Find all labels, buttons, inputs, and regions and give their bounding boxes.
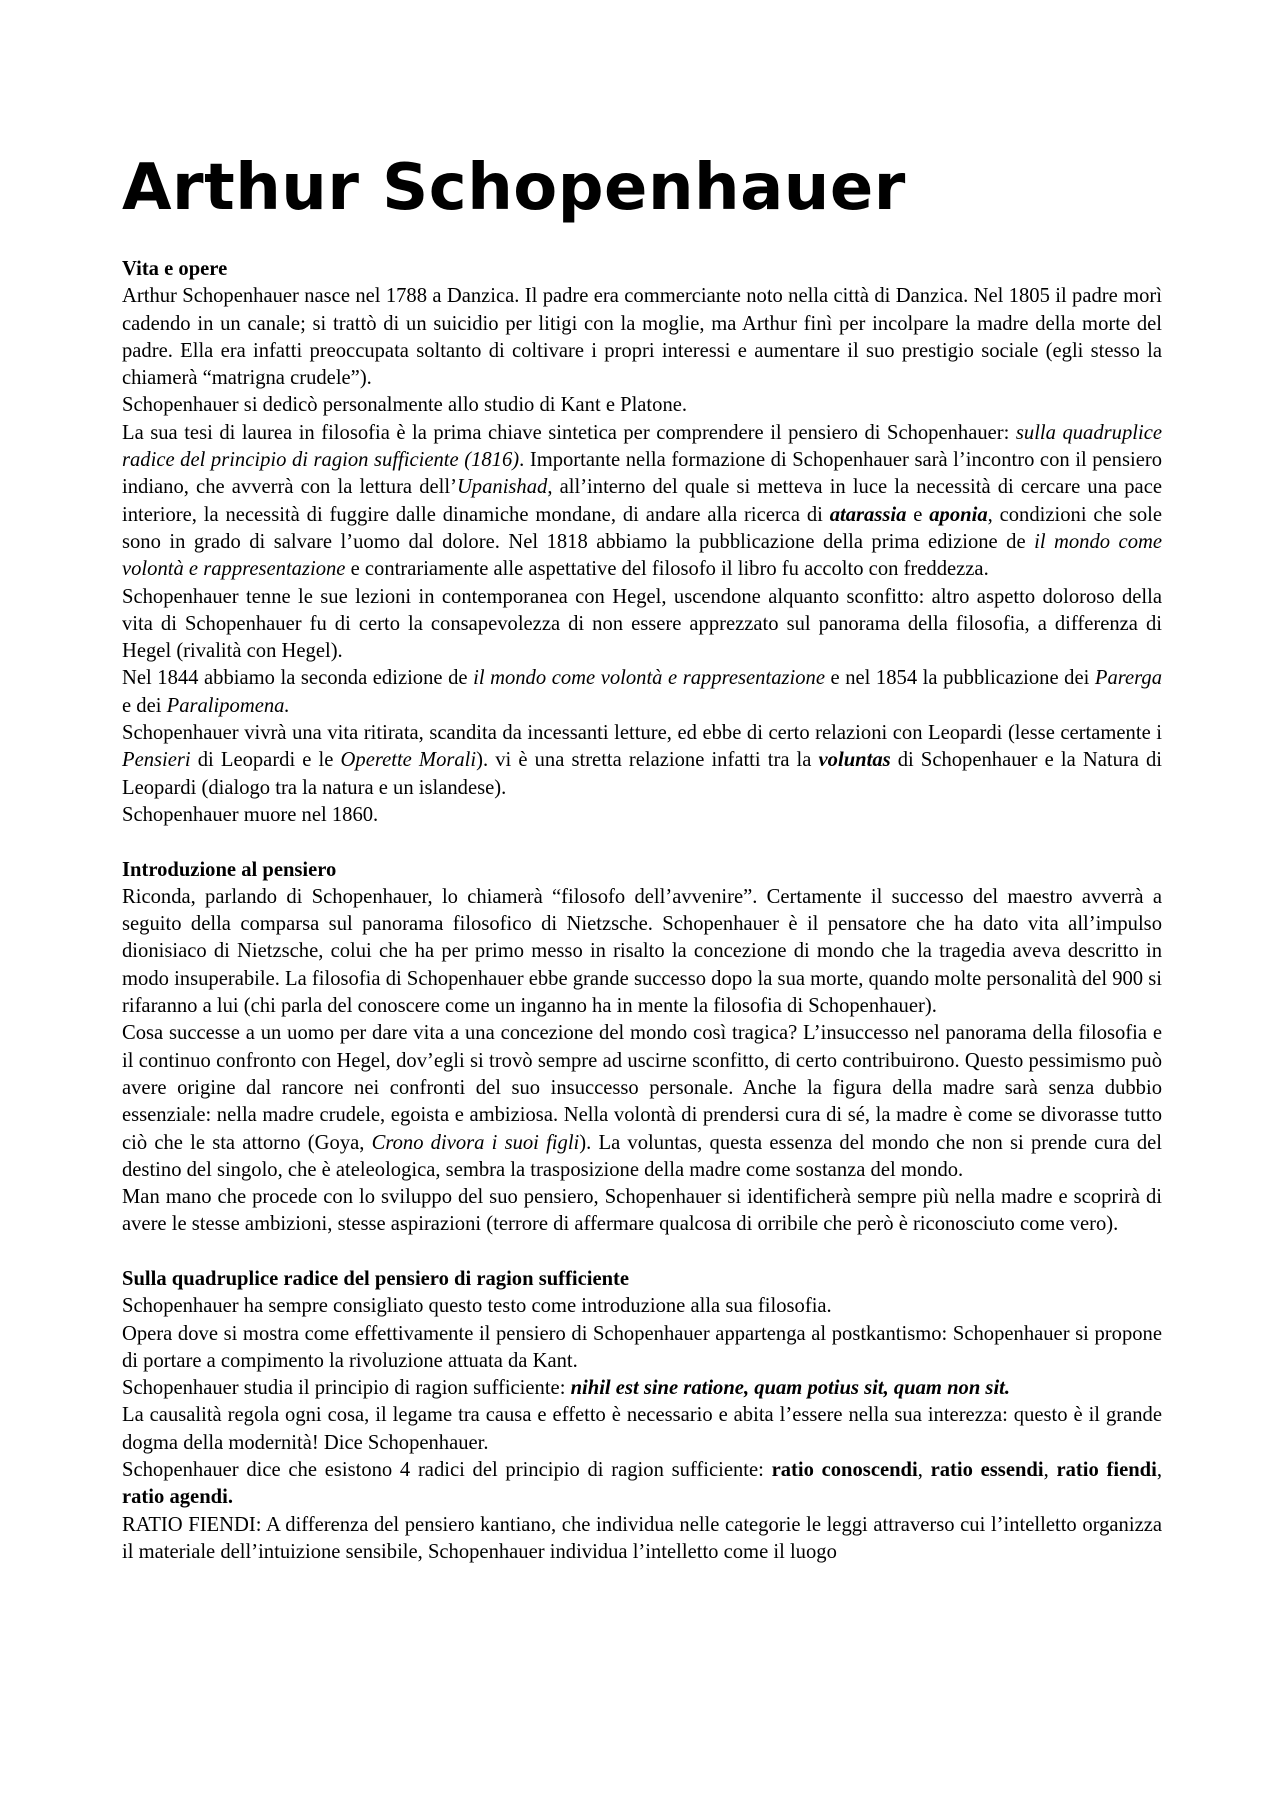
document-page [122, 150, 1162, 1594]
text-run: voluntas [818, 749, 891, 772]
text-run: Schopenhauer ha sempre consigliato questo testo come introduzione alla sua filosofia. [122, 1295, 832, 1318]
text-run: nihil est sine ratione, quam potius sit, quam non sit. [570, 1377, 1011, 1400]
paragraph [122, 1184, 1162, 1239]
paragraph [122, 1457, 1162, 1512]
text-run: Parerga [1094, 667, 1162, 690]
paragraph [122, 584, 1162, 666]
text-run: La sua tesi di laurea in filosofia è la prima chiave sintetica per comprendere il pensiero di Schopenhauer: [122, 421, 1016, 444]
text-run: Cosa successe a un uomo per dare vita a una concezione del mondo così tragica? L’insuccesso nel panorama della filosofia e il continuo confronto con Hegel, dov’egli si trovò sempre ad uscirne sconfitto, di certo contribuirono. Questo pessimismo può avere origine dal rancore nei confronti del suo insuccesso personale. Anche la figura della madre sarà senza dubbio essenziale: nella madre crudele, egoista e ambiziosa. Nella volontà di prendersi cura di sé, la madre è come se divorasse tutto ciò che le sta attorno (Goya, [122, 1022, 1162, 1154]
paragraph [122, 1293, 1162, 1320]
document-title: Arthur Schopenhauer [122, 151, 906, 225]
text-run: Schopenhauer dice che esistono 4 radici del principio di ragion sufficiente: [122, 1459, 772, 1482]
text-run: Schopenhauer studia il principio di ragion sufficiente: [122, 1377, 571, 1400]
text-run: , condizioni che sole sono in grado di salvare l’uomo dal dolore. Nel 1818 abbiamo la pubblicazione della prima edizione de [122, 503, 1163, 553]
paragraph [122, 884, 1162, 1020]
paragraph [122, 1512, 1162, 1567]
text-run: , all’interno del quale si metteva in luce la necessità di cercare una pace interiore, la necessità di fuggire dalle dinamiche mondane, di andare alla ricerca di [122, 476, 1162, 526]
text-run: ratio agendi [122, 1486, 228, 1509]
text-run: , [1156, 1459, 1163, 1482]
paragraph [122, 1020, 1162, 1184]
text-run: . [227, 1486, 233, 1509]
text-run: ). La voluntas, questa essenza del mondo che non si prende cura del destino del singolo, che è ateleologica, sembra la trasposizione della madre come sostanza del mondo. [122, 1131, 1162, 1181]
text-run: , [917, 1459, 931, 1482]
text-run: Riconda, parlando di Schopenhauer, lo chiamerà “filosofo dell’avvenire”. Certamente il successo del maestro avverrà a seguito della comparsa sul panorama filosofico di Nietzsche. Schopenhauer è il pensatore che ha dato vita all’impulso dionisiaco di Nietzsche, colui che ha per primo messo in risalto la concezione di mondo che la tragedia aveva descritto in modo insuperabile. La filosofia di Schopenhauer ebbe grande successo dopo la sua morte, quando molte personalità del 900 si rifaranno a lui (chi parla del conoscere come un inganno ha in mente la filosofia di Schopenhauer). [122, 885, 1162, 1018]
section-heading: Introduzione al pensiero [122, 858, 337, 881]
text-run: Schopenhauer si dedicò personalmente allo studio di Kant e Platone. [122, 394, 688, 417]
text-run: e nel 1854 la pubblicazione dei [824, 667, 1095, 690]
text-run: Schopenhauer muore nel 1860. [122, 803, 379, 826]
paragraph [122, 1402, 1162, 1457]
section [122, 1266, 1162, 1566]
text-run: Nel 1844 abbiamo la seconda edizione de [122, 667, 474, 690]
text-run: Upanishad [456, 476, 548, 499]
paragraph [122, 283, 1162, 392]
text-run: Schopenhauer tenne le sue lezioni in contemporanea con Hegel, uscendone alquanto sconfitto: altro aspetto doloroso della vita di Schopenhauer fu di certo la consapevolezza di non essere apprezzato sul panorama della filosofia, a differenza di Hegel (rivalità con Hegel). [122, 585, 1162, 663]
text-run: il mondo come volontà e rappresentazione [473, 667, 825, 690]
paragraph [122, 392, 1162, 419]
text-run: ratio essendi [930, 1459, 1044, 1482]
text-run: e dei [122, 694, 167, 717]
paragraph [122, 665, 1162, 720]
text-run: La causalità regola ogni cosa, il legame tra causa e effetto è necessario e abita l’essere nella sua interezza: questo è il grande dogma della modernità! Dice Schopenhauer. [122, 1404, 1162, 1454]
section-heading: Sulla quadruplice radice del pensiero di ragion sufficiente [122, 1267, 630, 1290]
text-run: Man mano che procede con lo sviluppo del suo pensiero, Schopenhauer si identificherà sempre più nella madre e scoprirà di avere le stesse ambizioni, stesse aspirazioni (terrore di affermare qualcosa di orribile che però è riconosciuto come vero). [122, 1186, 1162, 1236]
paragraph [122, 1321, 1162, 1376]
text-run: Crono divora i suoi figli [371, 1131, 580, 1154]
text-run: di Leopardi e le [190, 749, 341, 772]
document-body [122, 256, 1162, 1566]
text-run: il mondo come volontà e rappresentazione [122, 530, 1162, 581]
text-run: ). vi è una stretta relazione infatti tra la [476, 749, 819, 772]
paragraph [122, 720, 1162, 802]
section [122, 256, 1162, 829]
paragraph [122, 802, 1162, 829]
paragraph [122, 420, 1162, 584]
text-run: di Schopenhauer e la Natura di Leopardi (dialogo tra la natura e un islandese). [122, 749, 1162, 799]
text-run: ratio conoscendi [771, 1459, 918, 1482]
text-run: e contrariamente alle aspettative del filosofo il libro fu accolto con freddezza. [345, 558, 989, 581]
text-run: RATIO FIENDI: A differenza del pensiero kantiano, che individua nelle categorie le leggi attraverso cui l’intelletto organizza il materiale dell’intuizione sensibile, Schopenhauer individua l’intelletto come il luogo [122, 1513, 1162, 1563]
section [122, 857, 1162, 1239]
text-run: aponia [929, 503, 988, 526]
text-run: Operette Morali [340, 749, 477, 772]
text-run: Pensieri [122, 749, 191, 772]
text-run: ratio fiendi [1056, 1459, 1157, 1482]
text-run: , [1043, 1459, 1057, 1482]
text-run: Schopenhauer vivrà una vita ritirata, scandita da incessanti letture, ed ebbe di certo relazioni con Leopardi (lesse certamente i [122, 722, 1162, 745]
text-run: . Importante nella formazione di Schopenhauer sarà l’incontro con il pensiero indiano, che avverrà con la lettura dell’ [122, 449, 1162, 499]
text-run: e [906, 503, 930, 526]
text-run: sulla quadruplice radice del principio di ragion sufficiente (1816) [122, 421, 1162, 472]
text-run: atarassia [829, 503, 907, 526]
paragraph [122, 1375, 1162, 1402]
text-run: Paralipomena. [166, 694, 290, 717]
text-run: Arthur Schopenhauer nasce nel 1788 a Danzica. Il padre era commerciante noto nella città di Danzica. Nel 1805 il padre morì cadendo in un canale; si trattò di un suicidio per litigi con la moglie, ma Arthur finì per incolpare la madre della morte del padre. Ella era infatti preoccupata soltanto di coltivare i propri interessi e aumentare il suo prestigio sociale (egli stesso la chiamerà “matrigna crudele”). [122, 285, 1162, 390]
text-run: Opera dove si mostra come effettivamente il pensiero di Schopenhauer appartenga al postkantismo: Schopenhauer si propone di portare a compimento la rivoluzione attuata da Kant. [122, 1322, 1162, 1372]
section-heading: Vita e opere [122, 258, 228, 280]
